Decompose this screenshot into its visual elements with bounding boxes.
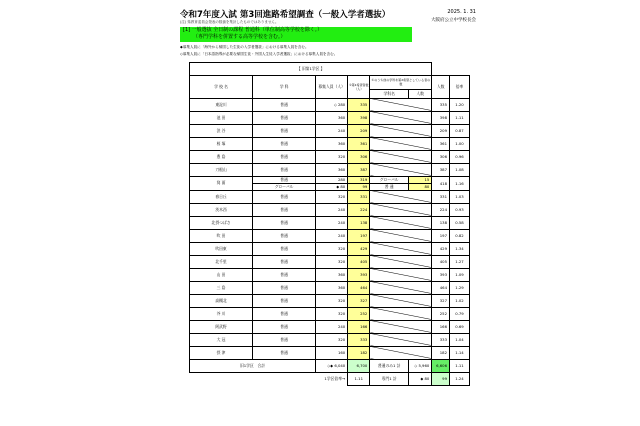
ratio: 1.16 bbox=[450, 176, 470, 190]
ratio: 1.02 bbox=[450, 294, 470, 307]
empty-cell bbox=[370, 190, 432, 203]
general-ratio: 1.11 bbox=[450, 359, 470, 372]
applicants: 387 bbox=[348, 163, 370, 176]
ratio: 0.93 bbox=[450, 203, 470, 216]
ratio: 1.14 bbox=[450, 346, 470, 359]
capacity: 240 bbox=[316, 203, 348, 216]
applicants: 306 bbox=[348, 150, 370, 163]
table-row bbox=[190, 320, 470, 333]
header-ratio: 倍率 bbox=[450, 75, 470, 98]
header-course: 学 科 bbox=[253, 75, 316, 98]
capacity: 320 bbox=[316, 333, 348, 346]
ratio: 1.11 bbox=[450, 111, 470, 124]
school-name: 阿武野 bbox=[190, 320, 253, 333]
capacity: 280 bbox=[316, 176, 348, 183]
course: 普通 bbox=[253, 111, 316, 124]
school-name: 吹田東 bbox=[190, 242, 253, 255]
special-capacity: ◆ 80 bbox=[409, 372, 432, 385]
empty-cell bbox=[370, 216, 432, 229]
ratio: 0.87 bbox=[450, 124, 470, 137]
table-row bbox=[190, 242, 470, 255]
capacity: 360 bbox=[316, 281, 348, 294]
header-school: 学 校 名 bbox=[190, 75, 253, 98]
course: 普通 bbox=[253, 176, 316, 183]
count: 306 bbox=[432, 150, 450, 163]
count: 398 bbox=[432, 111, 450, 124]
empty-cell bbox=[370, 255, 432, 268]
table-row bbox=[190, 124, 470, 137]
count: 224 bbox=[432, 203, 450, 216]
other-course: 普 通 bbox=[370, 183, 409, 190]
count: 252 bbox=[432, 307, 450, 320]
school-name: 三 島 bbox=[190, 281, 253, 294]
table-row bbox=[190, 333, 470, 346]
course: 普通 bbox=[253, 307, 316, 320]
course: 普通 bbox=[253, 320, 316, 333]
ratio: 1.09 bbox=[450, 268, 470, 281]
capacity: 240 bbox=[316, 216, 348, 229]
count: 331 bbox=[432, 190, 450, 203]
course: 普通 bbox=[253, 163, 316, 176]
applicants: 166 bbox=[348, 320, 370, 333]
footer-row bbox=[190, 372, 470, 385]
ratio: 1.03 bbox=[450, 190, 470, 203]
special-ratio: 1.24 bbox=[450, 372, 470, 385]
empty-cell bbox=[370, 346, 432, 359]
applicants: 224 bbox=[348, 203, 370, 216]
district-ratio-label: 1学区倍率→ bbox=[190, 372, 348, 385]
empty-cell bbox=[370, 229, 432, 242]
capacity: 320 bbox=[316, 242, 348, 255]
applicants: 405 bbox=[348, 255, 370, 268]
ratio: 1.08 bbox=[450, 163, 470, 176]
course: 普通 bbox=[253, 346, 316, 359]
total-applicants: 6,700 bbox=[348, 359, 370, 372]
count: 182 bbox=[432, 346, 450, 359]
date: 2025. 1. 31 bbox=[447, 9, 476, 15]
applicants: 182 bbox=[348, 346, 370, 359]
empty-cell bbox=[370, 111, 432, 124]
school-name: 摂 津 bbox=[190, 346, 253, 359]
header-other-count: 人数 bbox=[409, 89, 432, 98]
total-capacity: ◇◆ 6,040 bbox=[316, 359, 348, 372]
count: 361 bbox=[432, 137, 450, 150]
count: 333 bbox=[432, 333, 450, 346]
table-row bbox=[190, 216, 470, 229]
school-name: 池 田 bbox=[190, 111, 253, 124]
applicants: 398 bbox=[348, 111, 370, 124]
school-name: 吹 田 bbox=[190, 229, 253, 242]
count: 429 bbox=[432, 242, 450, 255]
school-name: 芥 川 bbox=[190, 307, 253, 320]
general-total-label: 普通のみ1 計 bbox=[370, 359, 409, 372]
applicants: 333 bbox=[348, 333, 370, 346]
course: 普通 bbox=[253, 268, 316, 281]
capacity: 320 bbox=[316, 255, 348, 268]
capacity: 360 bbox=[316, 137, 348, 150]
banner-line-2: （専門学科を併置する高等学校を含む。） bbox=[193, 34, 286, 40]
course: グローバル bbox=[253, 183, 316, 190]
general-count: 6,606 bbox=[432, 359, 450, 372]
ratio: 0.58 bbox=[450, 216, 470, 229]
ratio: 1.00 bbox=[450, 137, 470, 150]
table-row bbox=[190, 294, 470, 307]
applicants: 138 bbox=[348, 216, 370, 229]
course: 普通 bbox=[253, 190, 316, 203]
empty-cell bbox=[370, 307, 432, 320]
ratio: 1.34 bbox=[450, 242, 470, 255]
school-name: 刀根山 bbox=[190, 163, 253, 176]
empty-cell bbox=[370, 242, 432, 255]
empty-cell bbox=[370, 333, 432, 346]
empty-cell bbox=[370, 203, 432, 216]
empty-cell bbox=[370, 98, 432, 111]
organization: 大阪府公立中学校長会 bbox=[431, 18, 476, 23]
school-name: 北千里 bbox=[190, 255, 253, 268]
table-row bbox=[190, 163, 470, 176]
table-row bbox=[190, 268, 470, 281]
count: 138 bbox=[432, 216, 450, 229]
capacity: ◇ 280 bbox=[316, 98, 348, 111]
legend-line-1: ◆募集人員に「海外から帰国した生徒の入学者選抜」における募集人員を含む。 bbox=[180, 45, 309, 49]
count: 393 bbox=[432, 268, 450, 281]
applicants: 331 bbox=[348, 190, 370, 203]
applicants: 197 bbox=[348, 229, 370, 242]
empty-cell bbox=[370, 150, 432, 163]
capacity: 240 bbox=[316, 124, 348, 137]
course: 普通 bbox=[253, 255, 316, 268]
school-name: 北摂つばさ bbox=[190, 216, 253, 229]
empty-cell bbox=[370, 320, 432, 333]
capacity: 320 bbox=[316, 294, 348, 307]
count: 335 bbox=[432, 98, 450, 111]
ratio: 0.69 bbox=[450, 320, 470, 333]
course: 普通 bbox=[253, 98, 316, 111]
school-name: 豊 島 bbox=[190, 150, 253, 163]
ratio: 0.96 bbox=[450, 150, 470, 163]
course: 普通 bbox=[253, 242, 316, 255]
count: 209 bbox=[432, 124, 450, 137]
applicants: 319 bbox=[348, 176, 370, 183]
school-name: 東淀川 bbox=[190, 98, 253, 111]
table-row bbox=[190, 346, 470, 359]
district-ratio: 1.11 bbox=[348, 372, 370, 385]
ratio: 0.79 bbox=[450, 307, 470, 320]
ratio: 0.82 bbox=[450, 229, 470, 242]
course: 普通 bbox=[253, 137, 316, 150]
course: 普通 bbox=[253, 216, 316, 229]
applicants: 361 bbox=[348, 137, 370, 150]
capacity: 160 bbox=[316, 346, 348, 359]
capacity: ◆ 80 bbox=[316, 183, 348, 190]
school-name: 高槻北 bbox=[190, 294, 253, 307]
school-name: 渋 谷 bbox=[190, 124, 253, 137]
banner-line-1: [1] 一般選抜 全日制の課程 普通科（単位制高等学校を除く。） bbox=[183, 27, 323, 33]
header-count: 人数 bbox=[432, 75, 450, 98]
table-row bbox=[190, 111, 470, 124]
applicants: 252 bbox=[348, 307, 370, 320]
empty-cell bbox=[370, 124, 432, 137]
total-row bbox=[190, 359, 470, 372]
capacity: 360 bbox=[316, 111, 348, 124]
capacity: 320 bbox=[316, 150, 348, 163]
header-capacity: 募集人員（人） bbox=[316, 75, 348, 98]
general-capacity: ◇ 5,960 bbox=[409, 359, 432, 372]
applicants: 99 bbox=[348, 183, 370, 190]
capacity: 360 bbox=[316, 268, 348, 281]
school-name: 春日丘 bbox=[190, 190, 253, 203]
header-other: ①のうち他の学科を第2希望としている者の数 bbox=[370, 75, 432, 89]
course: 普通 bbox=[253, 203, 316, 216]
course: 普通 bbox=[253, 281, 316, 294]
school-name: 山 田 bbox=[190, 268, 253, 281]
count: 166 bbox=[432, 320, 450, 333]
empty-cell bbox=[370, 137, 432, 150]
applicants: 327 bbox=[348, 294, 370, 307]
results-table bbox=[189, 62, 470, 386]
table-row bbox=[190, 255, 470, 268]
empty-cell bbox=[370, 294, 432, 307]
count: 197 bbox=[432, 229, 450, 242]
applicants: 464 bbox=[348, 281, 370, 294]
school-name: 茨木西 bbox=[190, 203, 253, 216]
table-row bbox=[190, 137, 470, 150]
district-label: 【 旧第1学区 】 bbox=[190, 63, 432, 76]
table-row bbox=[190, 190, 470, 203]
section-banner bbox=[180, 27, 412, 42]
table-row bbox=[190, 203, 470, 216]
header-applicants: ①第1希望者数（人） bbox=[348, 75, 370, 98]
count: 405 bbox=[432, 255, 450, 268]
ratio: 1.20 bbox=[450, 98, 470, 111]
capacity: 240 bbox=[316, 229, 348, 242]
ratio: 1.27 bbox=[450, 255, 470, 268]
course: 普通 bbox=[253, 333, 316, 346]
count: 418 bbox=[432, 176, 450, 190]
school-name: 大 冠 bbox=[190, 333, 253, 346]
count: 327 bbox=[432, 294, 450, 307]
school-name: 桜 塚 bbox=[190, 137, 253, 150]
course: 普通 bbox=[253, 294, 316, 307]
course: 普通 bbox=[253, 229, 316, 242]
school-name: 箕 面 bbox=[190, 176, 253, 190]
applicants: 335 bbox=[348, 98, 370, 111]
special-count: 99 bbox=[432, 372, 450, 385]
page-title: 令和7年度入試 第3回進路希望調査（一般入学者選抜） bbox=[180, 10, 391, 20]
ratio: 1.04 bbox=[450, 333, 470, 346]
other-course: グローバル bbox=[370, 176, 409, 183]
capacity: 320 bbox=[316, 190, 348, 203]
table-row bbox=[190, 98, 470, 111]
count: 387 bbox=[432, 163, 450, 176]
count: 464 bbox=[432, 281, 450, 294]
table-row bbox=[190, 150, 470, 163]
table-row-mino-1 bbox=[190, 176, 470, 183]
applicants: 393 bbox=[348, 268, 370, 281]
capacity: 360 bbox=[316, 163, 348, 176]
capacity: 320 bbox=[316, 307, 348, 320]
other-count: 80 bbox=[409, 183, 432, 190]
course: 普通 bbox=[253, 124, 316, 137]
table-row bbox=[190, 229, 470, 242]
ratio: 1.29 bbox=[450, 281, 470, 294]
table-row bbox=[190, 281, 470, 294]
header-other-course: 学科名 bbox=[370, 89, 409, 98]
special-total-label: 専門1 計 bbox=[370, 372, 409, 385]
legend-line-2: ◇募集人員に「日本語指導が必要な帰国生徒・外国人生徒入学者選抜」における募集人員を含む。 bbox=[180, 52, 338, 56]
applicants: 429 bbox=[348, 242, 370, 255]
total-label: 旧1学区 合計 bbox=[190, 359, 316, 372]
capacity: 240 bbox=[316, 320, 348, 333]
other-count: 15 bbox=[409, 176, 432, 183]
applicants: 209 bbox=[348, 124, 370, 137]
empty-cell bbox=[370, 268, 432, 281]
table-row bbox=[190, 307, 470, 320]
empty-cell bbox=[370, 163, 432, 176]
course: 普通 bbox=[253, 150, 316, 163]
empty-cell bbox=[370, 281, 432, 294]
header-note: (注) 県教育委員会発表の数値を集計したものではありません。 bbox=[180, 20, 279, 24]
